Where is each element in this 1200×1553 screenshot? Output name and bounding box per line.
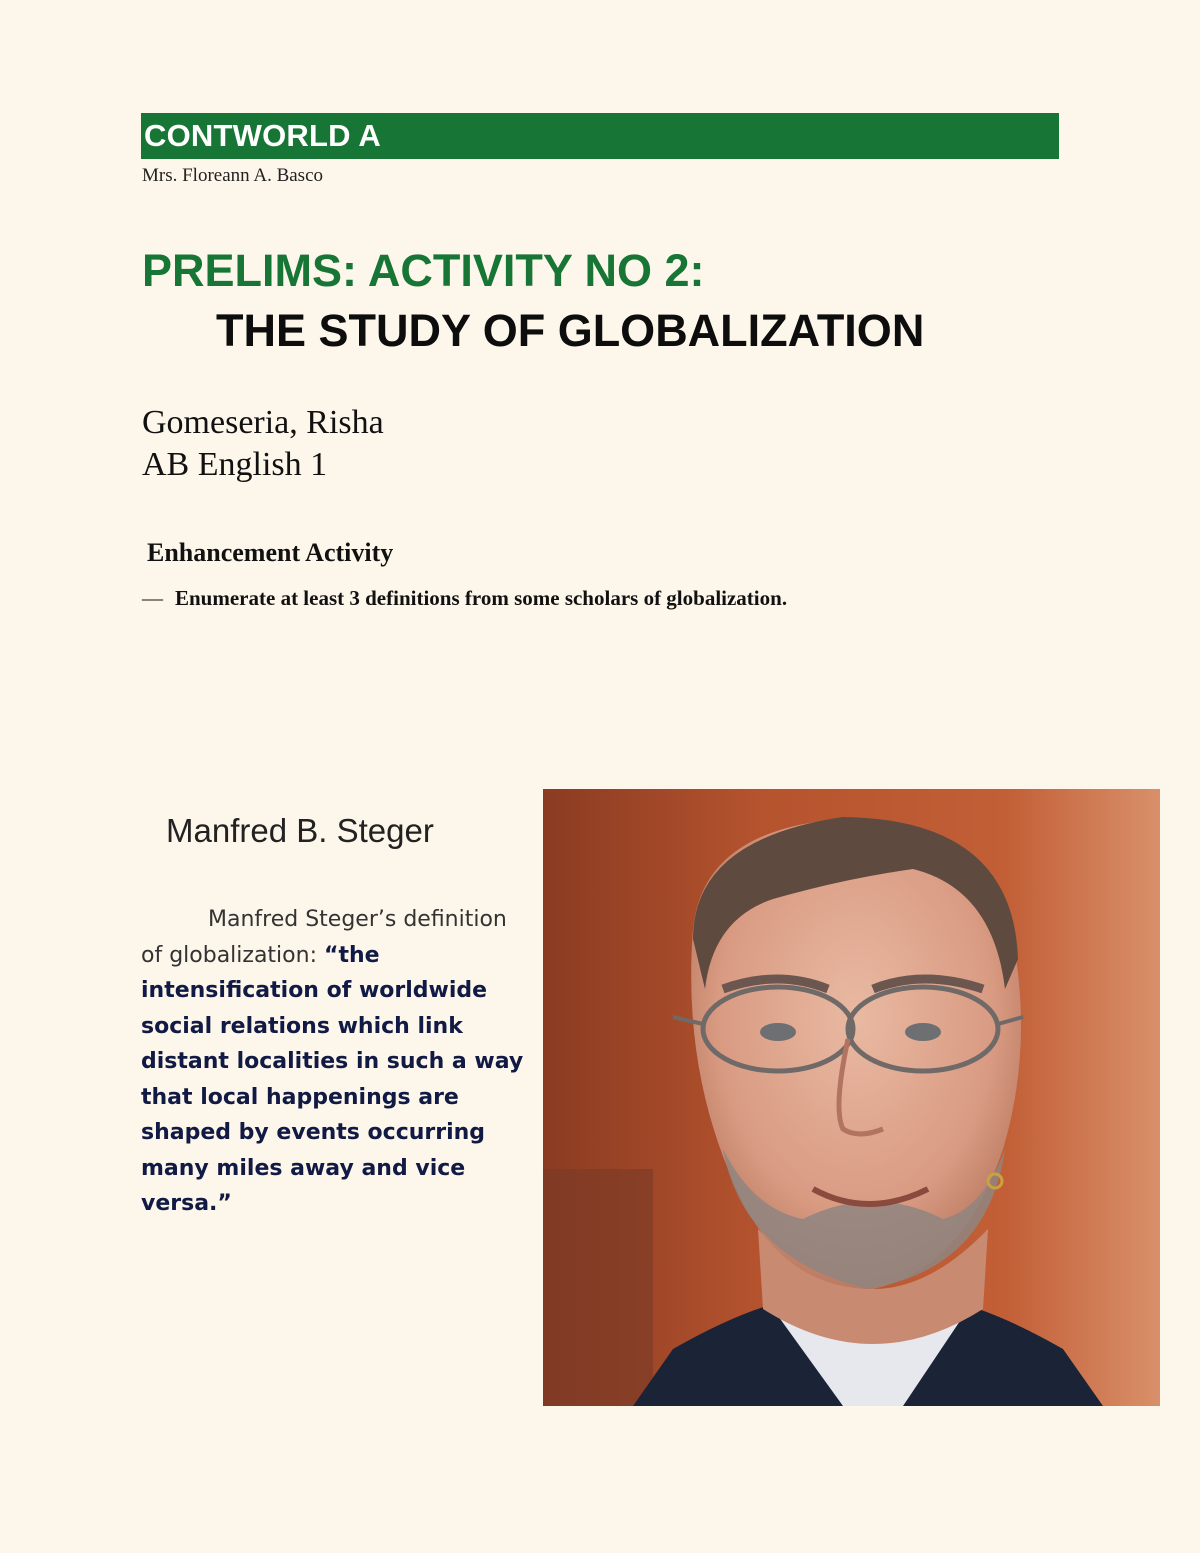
scholar-definition bbox=[141, 902, 526, 1222]
activity-label: Enhancement Activity bbox=[147, 538, 394, 567]
course-code: CONTWORLD A bbox=[144, 118, 381, 153]
bullet-dash: — bbox=[142, 586, 163, 610]
scholar-name: Manfred B. Steger bbox=[166, 812, 434, 849]
activity-title: PRELIMS: ACTIVITY NO 2: bbox=[142, 245, 705, 296]
instruction-text: Enumerate at least 3 definitions from some scholars of globalization. bbox=[175, 586, 788, 610]
instructor-name: Mrs. Floreann A. Basco bbox=[142, 165, 324, 186]
definition-lead: Manfred Steger’s definition of globalization: bbox=[141, 907, 507, 968]
student-course: AB English 1 bbox=[142, 446, 328, 483]
definition-quote: “the intensification of worldwide social relations which link distant localities in such a way that local happenings are shaped by events occurring many miles away and vice versa.” bbox=[141, 942, 524, 1216]
student-name: Gomeseria, Risha bbox=[142, 404, 384, 441]
activity-instruction bbox=[142, 584, 787, 612]
scholar-portrait-image bbox=[543, 789, 1160, 1406]
course-header-bar bbox=[141, 113, 1059, 159]
activity-subtitle: THE STUDY OF GLOBALIZATION bbox=[216, 305, 925, 356]
portrait-illustration bbox=[543, 789, 1160, 1406]
